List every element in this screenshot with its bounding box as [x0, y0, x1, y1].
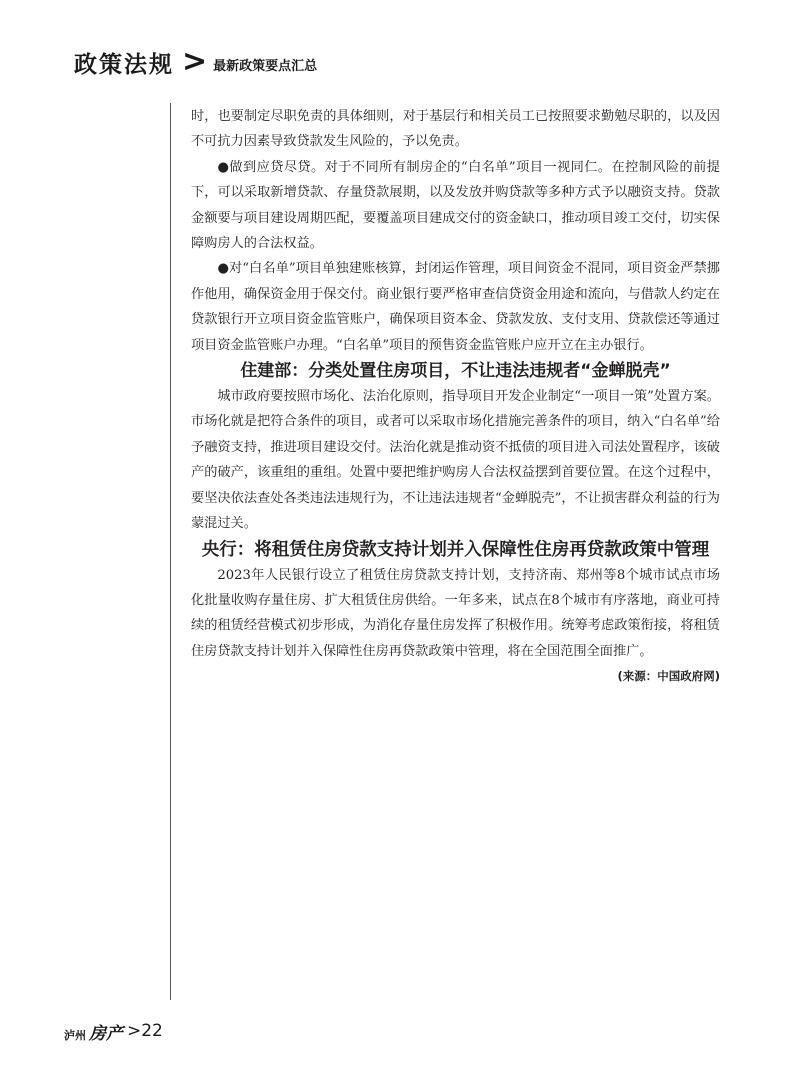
article-body [191, 104, 720, 690]
paragraph-continued: 时，也要制定尽职免责的具体细则，对于基层行和相关员工已按照要求勤勉尽职的，以及因不可抗力因素导致贷款发生风险的，予以免责。 [191, 109, 720, 150]
section-subtitle: 最新政策要点汇总 [213, 58, 318, 74]
paragraph-central-bank: 2023年人民银行设立了租赁住房贷款支持计划，支持济南、郑州等8个城市试点市场化批量收购存量住房、扩大租赁住房供给。一年多来，试点在8个城市有序落地，商业可持续的租赁经营模式初步形成，为消化存量住房发挥了积极作用。统筹考虑政策衔接，将租赁住房贷款支持计划并入保障性住房再贷款政策中管理，将在全国范围全面推广。 [191, 567, 720, 659]
paragraph-whitelist-accounting: ●对“白名单”项目单独建账核算，封闭运作管理，项目间资金不混同，项目资金严禁挪作他用，确保资金用于保交付。商业银行要严格审查信贷资金用途和流向，与借款人约定在贷款银行开立项目资金监管账户，确保项目资本金、贷款发放、支付支用、贷款偿还等通过项目资金监管账户办理。“白名单”项目的预售资金监管账户应开立在主办银行。 [191, 261, 720, 353]
logo-title: 房产 [89, 1023, 123, 1044]
page-number: >22 [127, 1021, 163, 1041]
logo-city: 泸州 [64, 1028, 86, 1042]
magazine-logo [64, 1019, 123, 1044]
source-note: (来源：中国政府网) [617, 669, 720, 684]
section-title: 政策法规 [74, 51, 174, 78]
page-footer [64, 1018, 163, 1044]
heading-central-bank: 央行：将租赁住房贷款支持计划并入保障性住房再贷款政策中管理 [201, 539, 710, 560]
column-divider [170, 103, 171, 1000]
chevron-right-icon: > [182, 44, 208, 79]
paragraph-housing-ministry: 城市政府要按照市场化、法治化原则，指导项目开发企业制定“一项目一策”处置方案。市场化就是把符合条件的项目，或者可以采取市场化措施完善条件的项目，纳入“白名单”给予融资支持，推进项目建设交付。法治化就是推动资不抵债的项目进入司法处置程序，该破产的破产，该重组的重组。处置中要把维护购房人合法权益摆到首要位置。在这个过程中，要坚决依法查处各类违法违规行为，不让违法违规者“金蝉脱壳”，不让损害群众利益的行为蒙混过关。 [191, 389, 720, 532]
page-header [74, 44, 317, 80]
paragraph-loan-support: ●做到应贷尽贷。对于不同所有制房企的“白名单”项目一视同仁。在控制风险的前提下，可以采取新增贷款、存量贷款展期，以及发放并购贷款等多种方式予以融资支持。贷款金额要与项目建设周期匹配，要覆盖项目建成交付的资金缺口，推动项目竣工交付，切实保障购房人的合法权益。 [191, 159, 720, 252]
heading-housing-ministry: 住建部：分类处置住房项目，不让违法违规者“金蝉脱壳” [240, 361, 671, 382]
